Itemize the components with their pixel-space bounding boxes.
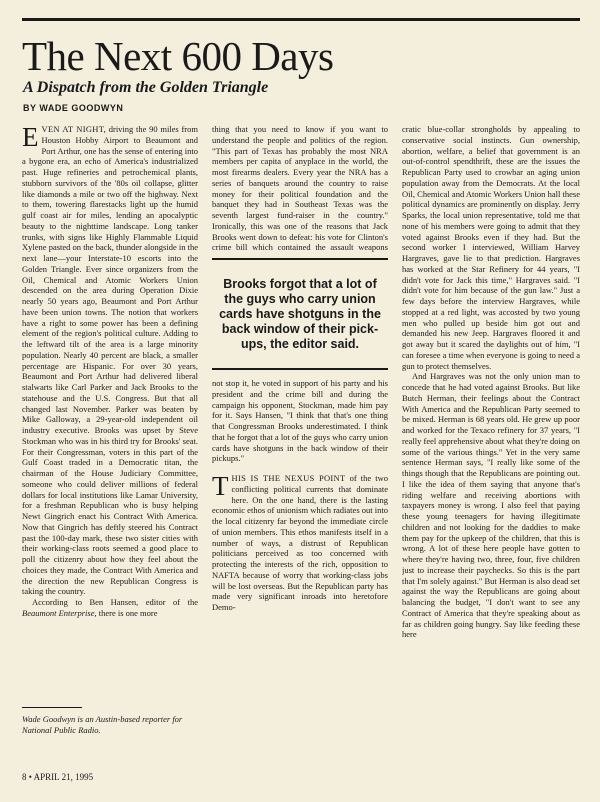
paragraph: And Hargraves was not the only union man to concede that he had voted against Brooks. But like Butch Herman, their feelings about the Contract With America and the Republican Party seemed to be mixed. Herman is 68 years old. He grew up poor and worked for the Texaco refinery for 37 years, "I really feel apprehensive about what they're doing on some of the various things." Yet in the very same sentence Herman says, "I really like some of the things though that the Republicans are pointing out. I like the idea of them saying that anyone that's riding welfare and receiving abortions with taxpayers money is wrong. I also feel that paying these young teenagers for having illegitimate children and not looking for the daddies to make them pay for the upkeep of the children, that this is wrong. A lot of these here people have gotten to where they're having two, three, four, five children just to increase their paychecks. So this is the part that I'm solely against." But Herman is also dead set against the way the Republicans are going about balancing the budget, "I don't want to see any Contract of America that they're speaking about as far as children going hungry. Say like feeding these here bbox=[402, 371, 580, 640]
paragraph bbox=[22, 124, 198, 597]
publication-name: Beaumont Enterprise bbox=[22, 607, 95, 618]
paragraph bbox=[22, 597, 198, 619]
top-rule bbox=[22, 18, 580, 21]
column-2-top bbox=[212, 124, 388, 252]
column-2-bottom bbox=[212, 378, 388, 764]
paragraph-text: of the two conflicting political currents that dominate here. On the one hand, there is the lasting economic ethos of unionism which radiates out into the local citizenry far beyond the immediate circle of union members. This ethos manifests itself in a number of ways, a distrust of Republican politicians perceived as too concerned with protecting the interests of the rich, opposition to NAFTA because of worry that working-class jobs will be lost overseas. But the Republican party has made very significant inroads into heretofore Demo- bbox=[212, 473, 388, 612]
author-bio: Wade Goodwyn is an Austin-based reporter for National Public Radio. bbox=[22, 714, 183, 735]
paragraph: thing that you need to know if you want to understand the people and politics of the region. "This part of Texas has probably the most NRA members per capita of anyplace in the world, the most firearms dealers. Every year the NRA has a series of banquets around the country to raise money for their political foundation and the banquet they had in Southeast Texas was the seventh largest fund-raiser in the country." Ironically, this was one of the reasons that Jack Brooks went down to defeat: his vote for Clinton's crime bill which contained the assault weapons bbox=[212, 124, 388, 252]
lead-in: VEN AT NIGHT, bbox=[41, 124, 107, 134]
pull-quote-text: Brooks forgot that a lot of the guys who carry union cards have shotguns in the back window of their pick-ups, the editor said. bbox=[219, 276, 381, 351]
column-3 bbox=[402, 124, 580, 766]
paragraph: not stop it, he voted in support of his party and his president and the crime bill and during the campaign his opponent, Stockman, made him pay for it. Says Hansen, "I think that that's one thing that Congressman Brooks underestimated. I think that he forgot that a lot of the guys who carry union cards have shotguns in the back window of their pickups." bbox=[212, 378, 388, 464]
paragraph bbox=[212, 473, 388, 613]
headline: The Next 600 Days bbox=[22, 33, 334, 79]
paragraph-text: , there is one more bbox=[94, 607, 158, 618]
byline: BY WADE GOODWYN bbox=[23, 103, 124, 113]
drop-cap: T bbox=[212, 471, 229, 501]
page-folio: 8 • APRIL 21, 1995 bbox=[22, 772, 94, 782]
bio-rule bbox=[22, 707, 82, 708]
column-1 bbox=[22, 124, 198, 698]
dek: A Dispatch from the Golden Triangle bbox=[23, 79, 269, 96]
lead-in: HIS IS THE NEXUS POINT bbox=[231, 473, 346, 483]
pull-quote bbox=[212, 258, 388, 370]
drop-cap: E bbox=[22, 124, 39, 152]
paragraph-text: driving the 90 miles from Houston Hobby Airport to Beaumont and Port Arthur, one has the sense of entering into a bygone era, an echo of America's industrialized past. Huge refineries and petrochemical plants, stubborn survivors of the '80s oil collapse, glitter like diamonds a mile or two off the highway. Next to them, towering flarestacks light up the humid gulf coast air for miles, lending an apocalyptic beauty to the nighttime landscape. Long tanker trunks, with signs like Highly Flammable Liquid Xylene pasted on the back, thunder alongside in the next lane—your Interstate-10 escorts into the Golden Triangle. Ever since organizers from the Oil, Chemical and Atomic Workers Union descended on the area during Operation Dixie nearly 50 years ago, Beaumont and Port Arthur have been union towns. The notion that workers have a right to some power has been a defining element of the region's political culture. Adding to the leftward tilt of the area is a large minority population. Nearly 40 percent are black, a smaller percentage are Hispanic. For over 30 years, Beaumont and Port Arthur had delivered liberal stalwarts like Carl Parker and Jack Brooks to the statehouse and the U.S. Congress. But that all changed last November. Parker was beaten by Mike Galloway, a 29-year-old independent oil industry executive. Brooks was upset by Steve Stockman who was in his third try for Brooks' seat. For their Congressman, voters in this part of the Gulf Coast traded in a Democratic titan, the chairman of the House Judiciary Committee, someone who could deliver millions of federal dollars for local institutions like Lamar University, for a freshman Republican who is busy helping Newt Gingrich enact his Contract With America. Now that Gingrich has deftly steered his Contract past the 100-day mark, these two sister cities with their working-class roots seemed a good place to poll the citizenry about how they feel about the choices they made, the Contract With America and the direction the new Republican Congress is taking the country. bbox=[22, 124, 198, 597]
paragraph-text: According to Ben Hansen, editor of the bbox=[32, 597, 198, 607]
paragraph: cratic blue-collar strongholds by appealing to conservative social instincts. Gun ownership, abortion, welfare, a belief that government is an out-of-control spendthrift, these are the issues the Republican Party used to crowbar an aging union population away from the Democrats. At the local Oil, Chemical and Atomic Workers Union hall these political dynamics are prominently on display. Jerry Sparks, the local union representative, told me that none of his members were going to admit that they voted against Brooks even if they had. But the second worker I interviewed, William Harvey Hargraves, gave lie to that prediction. Hargraves has worked at the Star Refinery for 44 years, "I didn't vote for Jack this time," Hargraves said. "I didn't vote for him because of the gun law." Just a few days before the interview Hargraves, while stopped at a red light, was accosted by two young men who pulled up beside him got out and demanded his new Jeep. Hargraves floored it and got away but it scared the daylights out of him, "I can foresee a time when everyone is going to need a gun to protect themselves. bbox=[402, 124, 580, 371]
